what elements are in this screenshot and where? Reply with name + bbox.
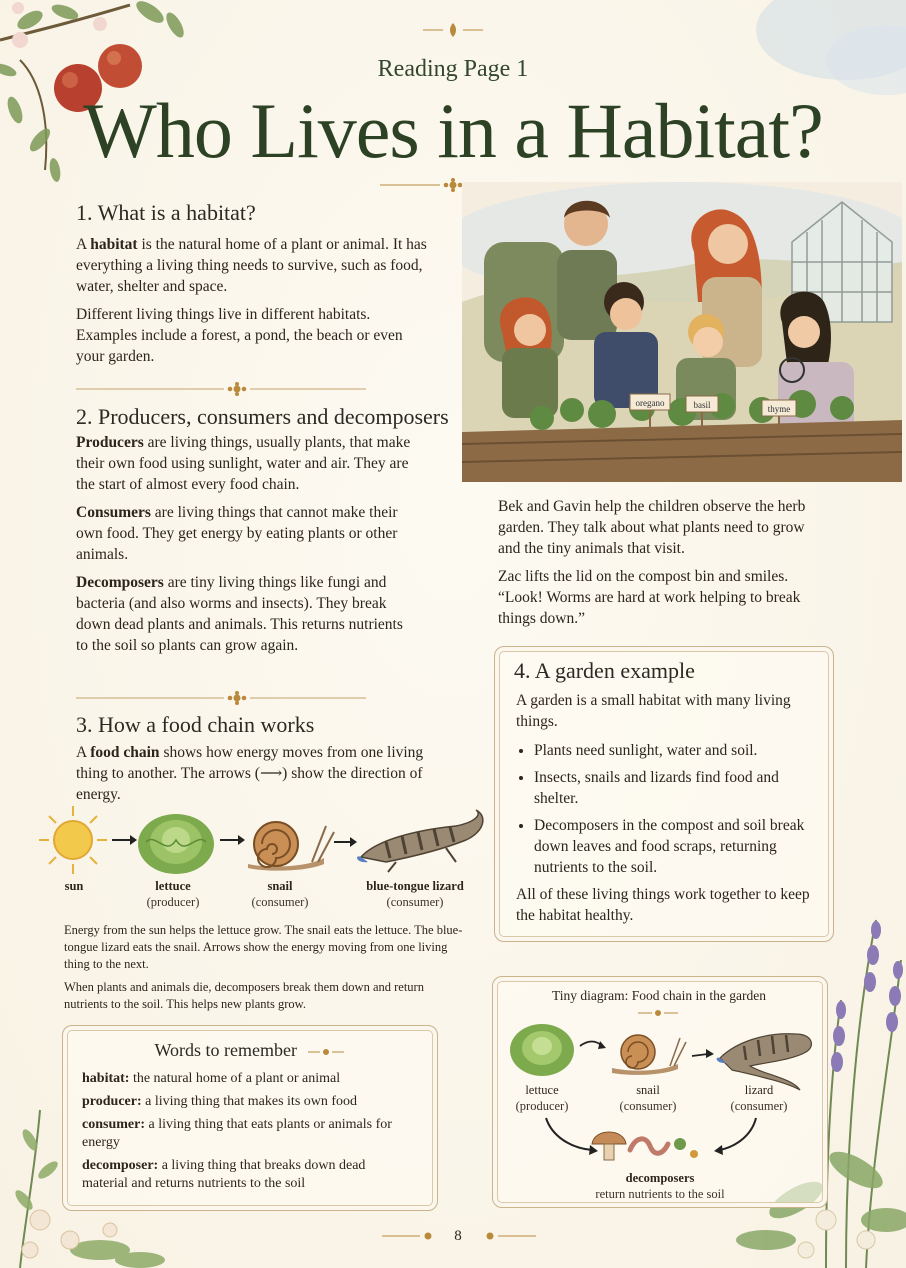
sun-icon	[39, 806, 107, 874]
section-divider-1	[76, 382, 366, 396]
glossary-item: producer: a living thing that makes its own food	[82, 1094, 358, 1109]
section2-body: Producers are living things, usually plants, that make their own food using sunlight, water and air. They are the start of almost every food chain. Consumers are living things that cannot make their own food. They get energy by eating plants or other animals. Decomposers are tiny living things like fungi and bacteria (and also worms and insects). They break down dead plants and animals. This returns nutrients to the soil so plants can grow again.	[76, 434, 411, 654]
page-title: Who Lives in a Habitat?	[83, 87, 823, 174]
term-decomposers: Decomposers	[76, 574, 164, 591]
lizard-icon	[357, 810, 483, 872]
term-producers: Producers	[76, 434, 144, 451]
chain-label-sun: sun	[64, 879, 84, 893]
page-kicker: Reading Page 1	[377, 56, 529, 82]
diagram-label-lettuce: lettuce (producer)	[515, 1083, 569, 1113]
section4-body	[516, 690, 816, 926]
term-consumers: Consumers	[76, 504, 151, 521]
food-chain-caption: Energy from the sun helps the lettuce grow. The snail eats the lettuce. The blue-tongue lizard eats the snail. Arrows show the energy moving from one living thing to the next. When plants and animals die, decomposers break them down and return nutrients to the soil. This helps new plants grow.	[64, 923, 463, 1011]
story-paragraph-2: Zac lifts the lid on the compost bin and smiles. “Look! Worms are hard at work helping to break things down.”	[498, 568, 801, 627]
arrow-icon	[220, 835, 245, 845]
section2-heading: 2. Producers, consumers and decomposers	[76, 404, 449, 429]
top-ornament	[423, 22, 483, 38]
curved-arrow-icon	[714, 1118, 756, 1155]
food-chain-strip	[36, 802, 486, 880]
story-paragraph-1: Bek and Gavin help the children observe the herb garden. They talk about what plants need to grow and the tiny animals that visit.	[498, 498, 806, 557]
section4-outro: All of these living things work together to keep the habitat healthy.	[516, 886, 810, 924]
glossary-list	[82, 1070, 412, 1198]
section1-paragraph-2: Different living things live in different habitats. Examples include a forest, a pond, the beach or even your garden.	[76, 306, 403, 365]
section4-bullet-list	[516, 740, 816, 878]
diagram-label-snail: snail (consumer)	[619, 1083, 677, 1113]
section3-heading: 3. How a food chain works	[76, 712, 315, 737]
arrow-icon	[692, 1049, 714, 1058]
curved-arrow-icon	[546, 1118, 598, 1155]
chain-label-snail: snail (consumer)	[251, 879, 309, 909]
section4-intro: A garden is a small habitat with many living things.	[516, 692, 791, 730]
list-item: • Decomposers in the compost and soil break down leaves and food scraps, returning nutrients to the soil.	[534, 815, 816, 878]
chain-label-lettuce: lettuce (producer)	[146, 879, 200, 909]
page-number: 8	[454, 1228, 462, 1244]
diagram-title: Tiny diagram: Food chain in the garden	[552, 988, 766, 1003]
svg-text:oregano: oregano	[635, 398, 665, 408]
glossary-item: habitat: the natural home of a plant or animal	[82, 1071, 341, 1086]
section1-body: A habitat is the natural home of a plant or animal. It has everything a living thing needs to survive, such as food, water, shelter and space. Different living things live in different habitats. Examples include a forest, a pond, the beach or even your garden.	[76, 236, 427, 365]
list-item: • Plants need sunlight, water and soil.	[534, 740, 816, 761]
arrow-icon	[112, 835, 137, 845]
list-item: • Insects, snails and lizards find food and shelter.	[534, 767, 816, 809]
lettuce-icon	[510, 1024, 574, 1076]
family-garden-illustration	[462, 182, 902, 482]
diagram-label-decomposers: decomposers return nutrients to the soil	[595, 1171, 725, 1201]
section1-heading: 1. What is a habitat?	[76, 200, 256, 225]
term-food-chain: food chain	[90, 744, 160, 761]
section3-body: A food chain shows how energy moves from one living thing to another. The arrows (⟶) show the direction of energy.	[76, 744, 424, 803]
section4-heading: 4. A garden example	[514, 658, 695, 683]
footer-ornament-left	[382, 1230, 438, 1242]
svg-text:basil: basil	[693, 400, 711, 410]
story-text	[498, 496, 828, 636]
decomposers-icon	[592, 1132, 698, 1160]
arrow-icon	[580, 1041, 606, 1049]
glossary-item: decomposer: a living thing that breaks down dead material and returns nutrients to the soil	[82, 1158, 366, 1191]
diagram-label-lizard: lizard (consumer)	[730, 1083, 788, 1113]
snail-icon	[612, 1035, 686, 1075]
snail-icon	[248, 822, 334, 871]
glossary-ornament	[308, 1047, 344, 1057]
term-habitat: habitat	[90, 236, 138, 253]
footer-ornament-right	[480, 1230, 536, 1242]
lettuce-icon	[138, 814, 214, 874]
svg-text:thyme: thyme	[767, 404, 791, 414]
arrow-icon	[334, 837, 357, 847]
chain-label-lizard: blue-tongue lizard (consumer)	[366, 879, 464, 909]
section-divider-2	[76, 691, 366, 705]
glossary-title: Words to remember	[62, 1040, 436, 1061]
glossary-item: consumer: a living thing that eats plants or animals for energy	[82, 1117, 392, 1150]
